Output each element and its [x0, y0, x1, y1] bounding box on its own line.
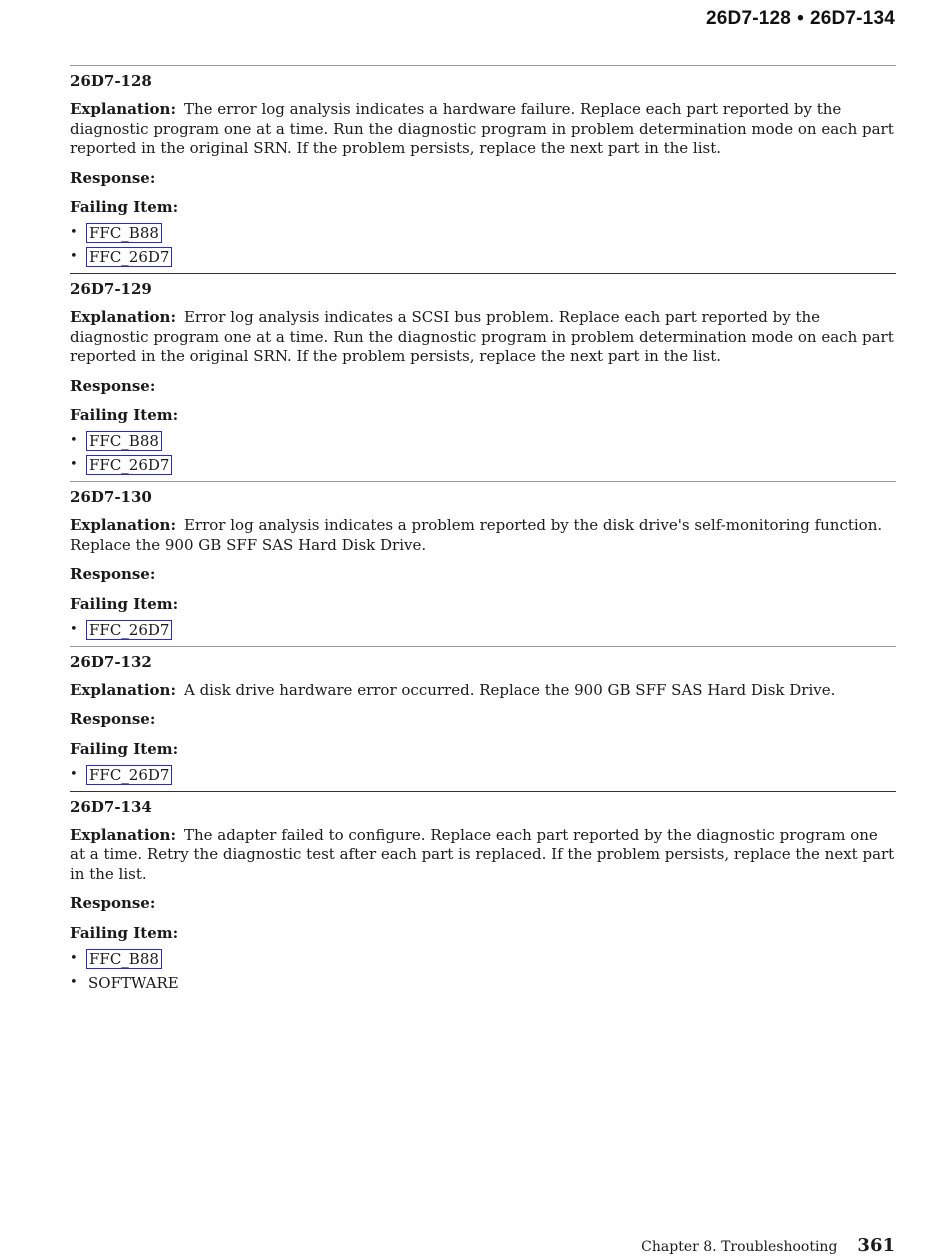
explanation-text: Error log analysis indicates a problem reported by the disk drive's self-monitoring function. Replace the 900 GB SFF SAS Hard Disk Drive. [70, 516, 883, 554]
list-item [70, 947, 896, 971]
bullet: • [70, 621, 78, 637]
bullet: • [70, 950, 78, 966]
page-footer [641, 1235, 895, 1256]
bullet: • [70, 457, 78, 472]
ffc-link[interactable]: FFC_B88 [86, 223, 162, 243]
explanation-text: The adapter failed to configure. Replace each part reported by the diagnostic program one at a time. Retry the diagnostic test after each part is replaced. If the problem persists, replace the next part in the list. [70, 825, 895, 883]
software-item: SOFTWARE [88, 973, 179, 992]
header-range-end: 26D7-134 [809, 8, 895, 29]
entry-26d7-129 [70, 273, 896, 481]
entry-code: 26D7-132 [70, 652, 152, 671]
entry-code: 26D7-134 [70, 797, 152, 816]
bullet: • [70, 766, 78, 782]
failing-item-list [70, 221, 896, 269]
failing-item-list [70, 763, 896, 787]
failing-item-list [70, 429, 896, 477]
ffc-link[interactable]: FFC_26D7 [86, 247, 172, 267]
ffc-link[interactable]: FFC_B88 [86, 949, 162, 969]
entry-26d7-128 [70, 65, 896, 273]
response-label: Response: [70, 168, 156, 187]
explanation [70, 681, 896, 701]
bullet: • [70, 249, 78, 264]
explanation-label: Explanation: [70, 516, 176, 534]
ffc-link[interactable]: FFC_26D7 [86, 455, 172, 475]
header-range-start: 26D7-128 [706, 8, 792, 29]
failing-item-list [70, 947, 896, 995]
response-label: Response: [70, 565, 156, 583]
failing-item-label: Failing Item: [70, 739, 179, 758]
explanation-label: Explanation: [70, 825, 176, 844]
entry-26d7-130 [70, 481, 896, 646]
explanation [70, 516, 896, 555]
explanation [70, 308, 896, 367]
list-item [70, 453, 896, 477]
footer-chapter: Chapter 8. Troubleshooting [641, 1239, 838, 1255]
entry-code: 26D7-128 [70, 72, 152, 90]
ffc-link[interactable]: FFC_B88 [86, 431, 162, 451]
list-item [70, 971, 896, 995]
failing-item-label: Failing Item: [70, 406, 179, 424]
explanation-label: Explanation: [70, 100, 176, 118]
response-label: Response: [70, 376, 156, 395]
entry-26d7-132 [70, 646, 896, 791]
explanation-text: The error log analysis indicates a hardware failure. Replace each part reported by the diagnostic program one at a time. Run the diagnostic program in problem determination mode on each part reported in the original SRN. If the problem persists, replace the next part in the list. [70, 100, 894, 157]
failing-item-label: Failing Item: [70, 198, 179, 216]
explanation [70, 100, 896, 159]
explanation-label: Explanation: [70, 680, 176, 699]
failing-item-label: Failing Item: [70, 923, 179, 942]
entry-26d7-134 [70, 791, 896, 999]
explanation [70, 826, 896, 885]
error-code-list [70, 65, 896, 999]
ffc-link[interactable]: FFC_26D7 [86, 620, 172, 640]
failing-item-list [70, 618, 896, 642]
header-separator: • [797, 8, 804, 29]
response-label: Response: [70, 894, 156, 912]
running-header [706, 8, 895, 30]
list-item [70, 763, 896, 787]
page-number: 361 [857, 1235, 895, 1256]
bullet: • [70, 974, 78, 990]
response-label: Response: [70, 710, 156, 728]
list-item [70, 429, 896, 453]
list-item [70, 618, 896, 642]
explanation-text: Error log analysis indicates a SCSI bus problem. Replace each part reported by the diagnostic program one at a time. Run the diagnostic program in problem determination mode on each part reported in the original SRN. If the problem persists, replace the next part in the list. [70, 308, 894, 365]
list-item [70, 221, 896, 245]
bullet: • [70, 433, 78, 448]
failing-item-label: Failing Item: [70, 594, 179, 613]
list-item [70, 245, 896, 269]
entry-code: 26D7-129 [70, 280, 152, 298]
ffc-link[interactable]: FFC_26D7 [86, 765, 172, 785]
bullet: • [70, 225, 78, 240]
entry-code: 26D7-130 [70, 488, 152, 506]
explanation-label: Explanation: [70, 308, 176, 326]
explanation-text: A disk drive hardware error occurred. Replace the 900 GB SFF SAS Hard Disk Drive. [183, 680, 836, 699]
